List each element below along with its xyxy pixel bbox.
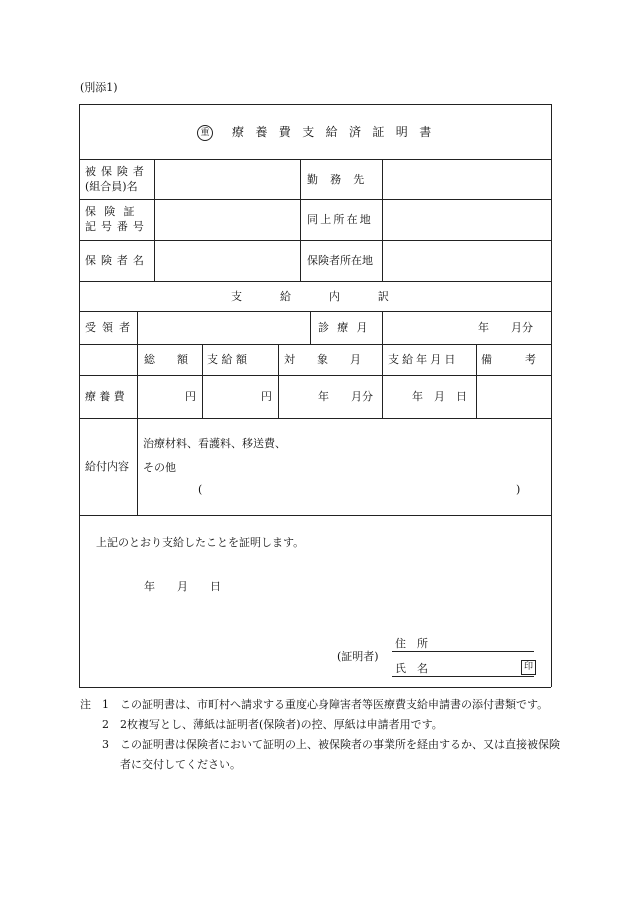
address-label: 住 所 <box>395 637 428 650</box>
title-mark <box>197 125 213 141</box>
paren-open: ( <box>198 483 203 496</box>
treatment-month-label: 診療月 <box>318 321 376 334</box>
seal-box <box>521 659 536 675</box>
benefit-line-1: 治療材料、看護料、移送費、 <box>143 437 286 450</box>
insurer-address-field[interactable] <box>386 244 546 277</box>
benefit-other-field[interactable] <box>208 481 508 499</box>
total-yen: 円 <box>185 390 196 403</box>
juudo-stamp-icon: 重 <box>197 125 213 141</box>
col-total: 総 額 <box>144 353 188 366</box>
benefit-line-2: その他 <box>143 461 176 474</box>
workplace-address-field[interactable] <box>386 203 546 236</box>
notes-section <box>80 695 560 775</box>
col-remarks: 備 考 <box>481 353 536 366</box>
pay-date-value: 年 月 日 <box>412 390 467 403</box>
workplace-field[interactable] <box>386 163 546 195</box>
treatment-month-value: 年 月分 <box>478 321 533 334</box>
insured-name-field[interactable] <box>158 163 296 195</box>
ryoyohi-label: 療養費 <box>85 390 128 403</box>
certifier-label: (証明者) <box>337 650 379 663</box>
insurer-address-label: 保険者所在地 <box>307 254 373 267</box>
paren-close: ) <box>516 483 521 496</box>
note-text: この証明書は保険者において証明の上、被保険者の事業所を経由するか、又は直接被保険者に交付してください。 <box>120 738 560 771</box>
cert-number-field[interactable] <box>158 203 296 236</box>
workplace-label: 勤務先 <box>307 173 377 186</box>
certify-statement: 上記のとおり支給したことを証明します。 <box>96 536 305 549</box>
cert-label-2: 記号番号 <box>85 220 149 233</box>
attachment-label: (別添1) <box>80 81 118 94</box>
recipient-field[interactable] <box>141 314 306 341</box>
name-label: 氏 名 <box>395 662 428 675</box>
benefit-contents-label: 給付内容 <box>85 460 129 473</box>
certify-date: 年 月 日 <box>144 580 221 593</box>
page-title: 療養費支給済証明書 <box>232 125 443 139</box>
note-text: この証明書は、市町村へ請求する重度心身障害者等医療費支給申請書の添付書類です。 <box>120 698 549 711</box>
payment-details-heading: 支給内訳 <box>231 290 427 303</box>
insured-label-2: (組合員)名 <box>85 180 138 193</box>
seal-icon: 印 <box>521 660 536 675</box>
note-item: 注 1 この証明書は、市町村へ請求する重度心身障害者等医療費支給申請書の添付書類です。 <box>80 695 560 715</box>
note-item: 2 2枚複写とし、薄紙は証明者(保険者)の控、厚紙は申請者用です。 <box>80 715 560 735</box>
insurer-name-label: 保険者名 <box>85 254 149 267</box>
note-text: 2枚複写とし、薄紙は証明者(保険者)の控、厚紙は申請者用です。 <box>120 718 443 731</box>
recipient-label: 受領者 <box>85 321 137 334</box>
remarks-field[interactable] <box>480 379 546 414</box>
paid-yen: 円 <box>261 390 272 403</box>
cert-label-1: 保険証 <box>85 205 143 218</box>
workplace-address-label: 同上所在地 <box>307 213 373 226</box>
insurer-name-field[interactable] <box>158 244 296 277</box>
col-target-month: 対 象 月 <box>284 353 361 366</box>
note-item: 3 この証明書は保険者において証明の上、被保険者の事業所を経由するか、又は直接被保険者に交付してください。 <box>80 735 560 775</box>
insured-label-1: 被保険者 <box>85 165 149 178</box>
notes-head: 注 <box>80 698 91 711</box>
col-pay-date: 支給年月日 <box>388 353 459 366</box>
col-paid: 支 給 額 <box>207 353 247 366</box>
target-month-value: 年 月分 <box>318 390 373 403</box>
